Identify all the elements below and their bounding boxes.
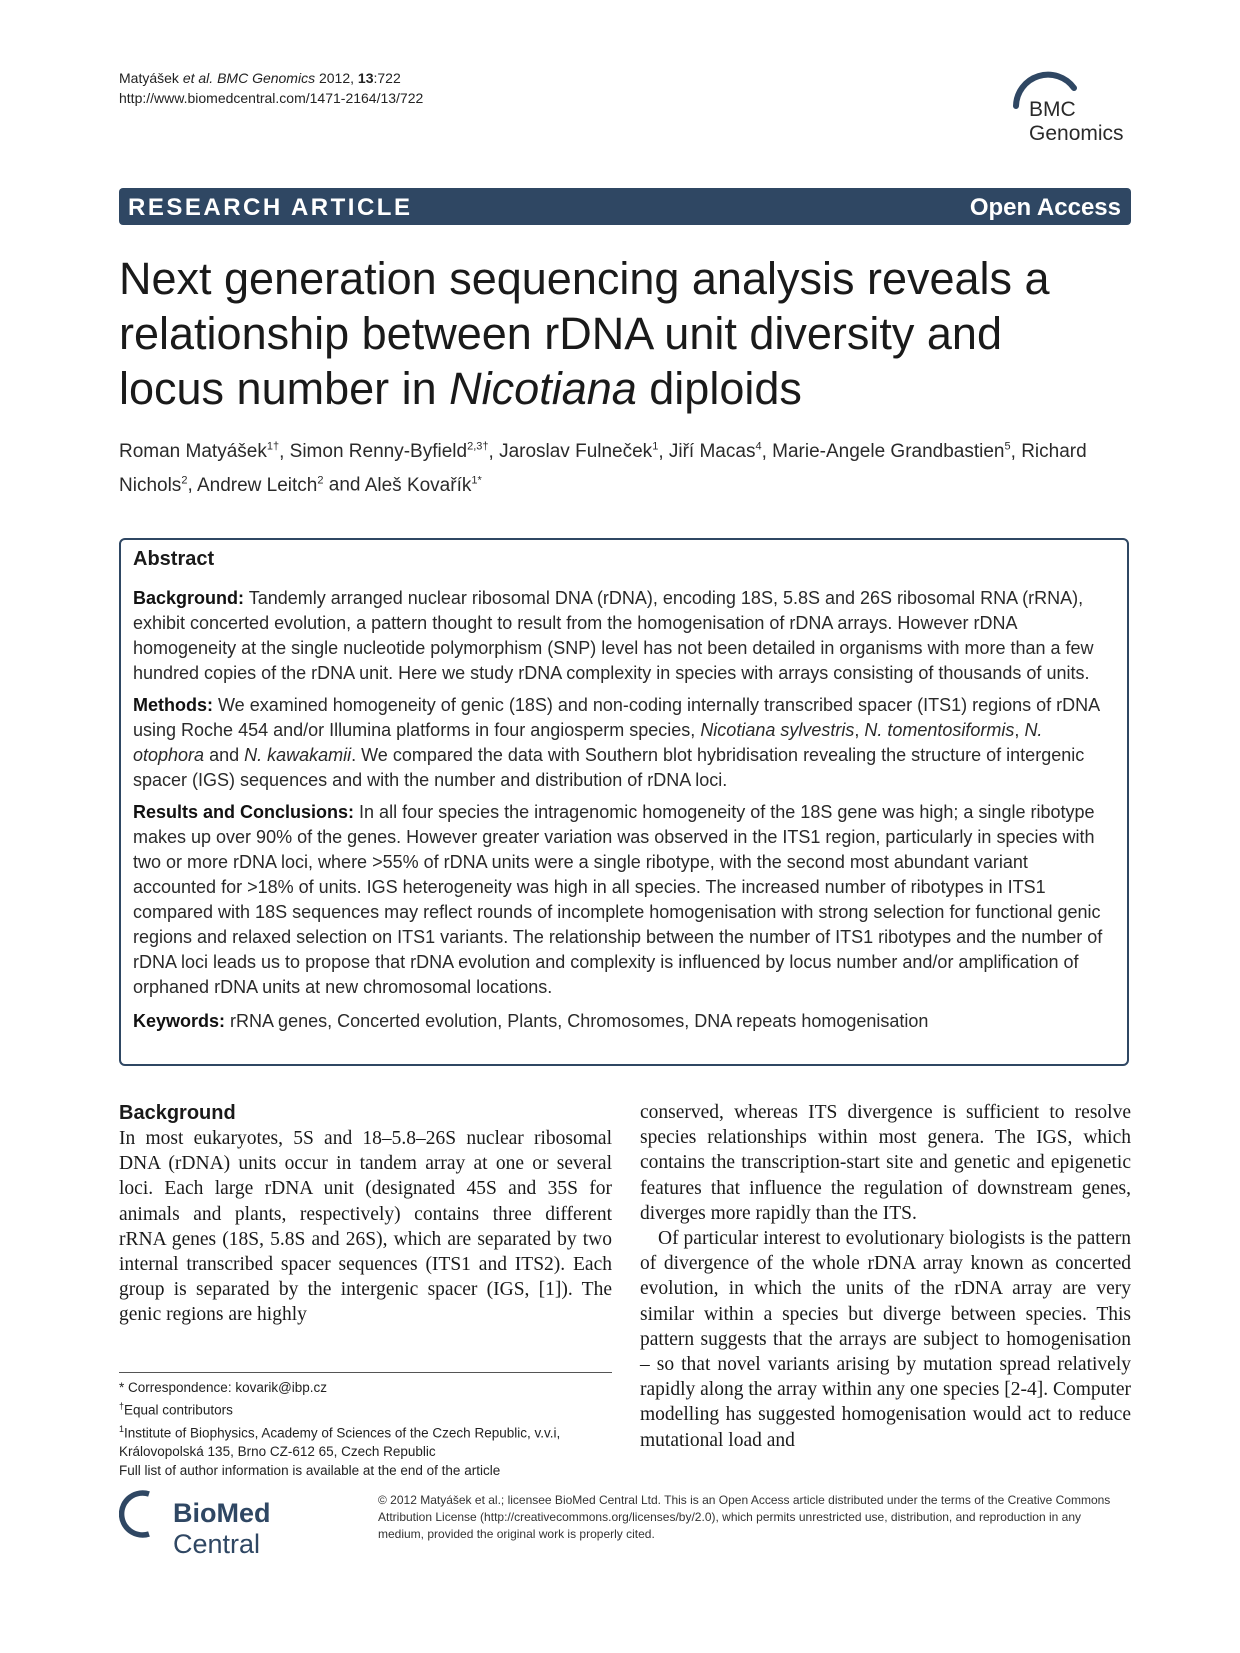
biomed-central-logo (119, 1490, 354, 1559)
species-2: N. tomentosiformis (864, 720, 1015, 740)
keywords-label: Keywords: (133, 1011, 226, 1031)
author-name: Jaroslav Fulneček (499, 441, 653, 463)
affiliation-note (119, 1420, 612, 1462)
author (772, 441, 1010, 462)
author-name: Andrew Leitch (196, 474, 318, 496)
background-text: Tandemly arranged nuclear ribosomal DNA (rDNA), encoding 18S, 5.8S and 26S ribosomal RNA (rRNA), exhibit concerted evolution, a pattern thought to result from the homogenisation of rDNA arrays. However rDNA homogeneity at the single nucleotide polymorphism (SNP) level has not been detailed in organisms with more than a few hundred copies of the rDNA unit. Here we study rDNA complexity in species with arrays consisting of thousands of units. (133, 588, 1094, 683)
title-part2: diploids (636, 363, 802, 414)
open-access-label: Open Access (969, 194, 1121, 221)
author (197, 475, 324, 496)
background-label: Background: (133, 588, 245, 608)
article-type-banner (119, 188, 1131, 225)
right-paragraph-2: Of particular interest to evolutionary biologists is the pattern of divergence of the whole rDNA array known as concerted evolution, in which the units of the rDNA array are very similar within a species but diverge between species. This pattern suggests that the arrays are subject to homogenisation – so that novel variants arising by mutation spread relatively rapidly along the array within any one species [2-4]. Computer modelling has suggested homogenisation would act to reduce mutational load and (640, 1228, 1131, 1451)
author (499, 441, 658, 462)
author-separator: , (761, 441, 773, 463)
results-label: Results and Conclusions: (133, 802, 355, 822)
author-separator: , (279, 441, 290, 463)
abstract-background (133, 586, 1113, 686)
citation-year: 2012, (318, 70, 355, 86)
methods-sep: , (1014, 720, 1025, 740)
author-affiliation-mark: 4 (755, 441, 762, 453)
citation-author: Matyášek (119, 70, 179, 86)
license-statement: © 2012 Matyášek et al.; licensee BioMed Central Ltd. This is an Open Access article distributed under the terms of the Creative Commons Attribution License (http://creativecommons.org/licenses/by/2.0), which permits unrestricted use, distribution, and reproduction in any medium, provided the original work is properly cited. (378, 1493, 1111, 1541)
author-name: Marie-Angele Grandbastien (772, 441, 1005, 463)
species-1: Nicotiana sylvestris (700, 720, 855, 740)
biomed-ring-icon (119, 1490, 167, 1538)
author (669, 441, 762, 462)
species-3: N. otophora (133, 720, 1043, 765)
abstract-methods (133, 693, 1113, 793)
methods-and: and (204, 745, 245, 765)
author-name: Roman Matyášek (119, 441, 267, 463)
bmc-genomics-logo (1012, 70, 1132, 150)
citation-etal: et al. (182, 70, 214, 86)
author-list (119, 433, 1129, 500)
author-affiliation-mark: 5 (1004, 441, 1011, 453)
citation-journal: BMC Genomics (217, 70, 316, 86)
logo-biomed: BioMed (173, 1498, 271, 1528)
author-affiliation-mark: 1† (266, 441, 280, 453)
citation-volume: 13 (357, 70, 374, 86)
citation-page: :722 (373, 70, 401, 86)
author (119, 441, 279, 462)
full-author-info-note: Full list of author information is available at the end of the article (119, 1463, 501, 1478)
species-4: N. kawakamii (244, 745, 352, 765)
author (290, 441, 489, 462)
section-heading-background: Background (119, 1102, 236, 1124)
abstract-keywords (133, 1009, 1113, 1034)
author-separator: , (658, 441, 669, 463)
citation (119, 68, 423, 108)
author-and: and (323, 474, 365, 496)
author-affiliation-mark: 1 (652, 441, 659, 453)
author-name: Richard Nichols (119, 441, 1087, 496)
abstract-results (133, 800, 1113, 1000)
methods-label: Methods: (133, 695, 213, 715)
author-affiliation-mark: 1* (471, 474, 482, 487)
equal-contributors-note (119, 1397, 612, 1420)
footnotes (119, 1378, 612, 1480)
left-paragraph: In most eukaryotes, 5S and 18–5.8–26S nuclear ribosomal DNA (rDNA) units occur in tandem array at one or several loci. Each large rDNA unit (designated 45S and 35S for animals and plants, respectively) contains three different rRNA genes (18S, 5.8S and 26S), which are separated by two internal transcribed spacer sequences (ITS1 and ITS2). Each group is separated by the intergenic spacer (IGS, [1]). The genic regions are highly (119, 1128, 612, 1326)
footnote-divider (119, 1372, 612, 1373)
results-text: In all four species the intragenomic homogeneity of the 18S gene was high; a single ribotype makes up over 90% of the genes. However greater variation was observed in the ITS1 region, particularly in species with two or more rDNA loci, where >55% of rDNA units were a single ribotype, with the second most abundant variant accounted for >18% of units. IGS heterogeneity was high in all species. The increased number of ribotypes in ITS1 compared with 18S sequences may reflect rounds of incomplete homogenisation with strong selection for functional genic regions and relaxed selection on ITS1 variants. The relationship between the number of ITS1 ribotypes and the number of rDNA loci leads us to propose that rDNA evolution and complexity is influenced by locus number and/or amplification of orphaned rDNA units at new chromosomal locations. (133, 802, 1103, 997)
author-affiliation-mark: 2,3† (467, 441, 489, 453)
methods-text2: . We compared the data with Southern blot hybridisation revealing the structure of intergenic spacer (IGS) sequences and with the number and distribution of rDNA loci. (133, 745, 1085, 790)
author-separator: , (488, 441, 500, 463)
author-affiliation-mark: 2 (317, 474, 324, 487)
body-right-column (640, 1100, 1131, 1453)
title-italic: Nicotiana (449, 363, 637, 414)
affiliation: Institute of Biophysics, Academy of Sciences of the Czech Republic, v.v.i, Královopolská 135, Brno CZ-612 65, Czech Republic (119, 1425, 561, 1459)
article-title (119, 251, 1119, 416)
article-url[interactable]: http://www.biomedcentral.com/1471-2164/13/722 (119, 90, 424, 106)
affiliation-mark: 1 (119, 1423, 125, 1434)
right-paragraph-1: conserved, whereas ITS divergence is sufficient to resolve species relationships within most genera. The IGS, which contains the transcription-start site and genetic and epigenetic features that influence the regulation of downstream genes, diverges more rapidly than the ITS. (640, 1102, 1131, 1224)
equal-mark: † (119, 1401, 125, 1411)
article-type: RESEARCH ARTICLE (128, 194, 413, 221)
title-part1: Next generation sequencing analysis reveals a relationship between rDNA unit diversity and locus number in (119, 253, 1050, 414)
citation-line (119, 68, 423, 88)
author-name: Simon Renny-Byfield (289, 441, 468, 463)
keywords-text: rRNA genes, Concerted evolution, Plants, Chromosomes, DNA repeats homogenisation (230, 1011, 929, 1031)
author-separator: , (1010, 441, 1022, 463)
methods-sep: , (854, 720, 865, 740)
author-affiliation-mark: 2 (181, 474, 188, 487)
body-left-column (119, 1100, 612, 1328)
correspondence: * Correspondence: kovarik@ibp.cz (119, 1380, 328, 1395)
methods-text1: We examined homogeneity of genic (18S) and non-coding internally transcribed spacer (ITS1) regions of rDNA using Roche 454 and/or Illumina platforms in four angiosperm species, (133, 695, 1100, 740)
author (365, 475, 482, 496)
logo-line-genomics: Genomics (1029, 122, 1124, 145)
author-name: Aleš Kovařík (364, 474, 472, 496)
author-separator: , (187, 474, 197, 496)
author-name: Jiří Macas (668, 441, 756, 463)
logo-line-bmc: BMC (1029, 98, 1076, 121)
abstract-heading: Abstract (133, 548, 215, 570)
abstract-box (119, 538, 1129, 1066)
logo-central: Central (173, 1529, 261, 1559)
equal-contributors: Equal contributors (124, 1402, 233, 1418)
